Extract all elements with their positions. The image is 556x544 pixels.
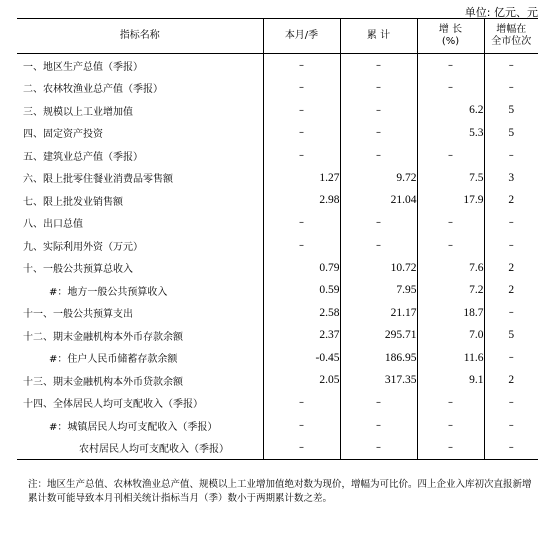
table-row: [17, 369, 538, 392]
row-growth: 7.0: [417, 324, 484, 347]
row-month: –: [263, 54, 340, 77]
row-rank: –: [484, 234, 538, 257]
table-row: [17, 257, 538, 280]
row-cumulative: –: [340, 437, 417, 460]
row-name: 七、限上批发业销售额: [23, 196, 123, 208]
row-rank: 5: [484, 99, 538, 122]
table-row: [17, 167, 538, 190]
row-name: 九、实际利用外资（万元）: [23, 241, 143, 253]
row-name: 十四、全体居民人均可支配收入（季报）: [23, 399, 203, 411]
row-name: 一、地区生产总值（季报）: [23, 61, 143, 73]
row-month: –: [263, 414, 340, 437]
row-cumulative: 295.71: [340, 324, 417, 347]
row-name: 十二、期末金融机构本外币存款余额: [23, 331, 183, 343]
row-rank: 2: [484, 279, 538, 302]
header-month: 本月/季: [263, 19, 340, 54]
header-rank: 增幅在 全市位次: [484, 19, 538, 54]
row-name: 十一、一般公共预算支出: [23, 309, 133, 321]
row-cumulative: 7.95: [340, 279, 417, 302]
row-rank: –: [484, 392, 538, 415]
row-month: –: [263, 437, 340, 460]
row-cumulative: –: [340, 144, 417, 167]
row-growth: 9.1: [417, 369, 484, 392]
row-cumulative: 10.72: [340, 257, 417, 280]
row-growth: 17.9: [417, 189, 484, 212]
row-cumulative: –: [340, 212, 417, 235]
row-cumulative: –: [340, 414, 417, 437]
row-name: 四、固定资产投资: [23, 129, 103, 141]
row-cumulative: 317.35: [340, 369, 417, 392]
row-cumulative: 21.04: [340, 189, 417, 212]
row-growth: –: [417, 392, 484, 415]
table-row: [17, 324, 538, 347]
row-growth: 7.2: [417, 279, 484, 302]
row-cumulative: –: [340, 234, 417, 257]
row-name: 八、出口总值: [23, 219, 83, 231]
row-month: 2.58: [263, 302, 340, 325]
table-row: [17, 77, 538, 100]
row-month: 0.59: [263, 279, 340, 302]
table-row: [17, 347, 538, 370]
row-rank: –: [484, 54, 538, 77]
row-cumulative: 21.17: [340, 302, 417, 325]
row-growth: 7.6: [417, 257, 484, 280]
table-row: [17, 54, 538, 77]
row-growth: 7.5: [417, 167, 484, 190]
row-rank: 5: [484, 122, 538, 145]
row-growth: 11.6: [417, 347, 484, 370]
table-row: [17, 99, 538, 122]
row-month: –: [263, 99, 340, 122]
row-name: 二、农林牧渔业总产值（季报）: [23, 84, 163, 96]
row-rank: –: [484, 302, 538, 325]
row-month: –: [263, 212, 340, 235]
table-row: [17, 144, 538, 167]
row-name: 十三、期末金融机构本外币贷款余额: [23, 376, 183, 388]
row-growth: 5.3: [417, 122, 484, 145]
row-cumulative: 186.95: [340, 347, 417, 370]
row-name: #：地方一般公共预算收入: [49, 286, 168, 298]
row-rank: –: [484, 414, 538, 437]
footnote: 注：地区生产总值、农林牧渔业总产值、规模以上工业增加值绝对数为现价，增幅为可比价。四上企业入库初次直报新增累计数可能导致本月刊相关统计指标当月（季）数小于两期累计数之差。: [28, 479, 532, 504]
table-row: [17, 392, 538, 415]
row-cumulative: –: [340, 122, 417, 145]
row-name: 三、规模以上工业增加值: [23, 106, 133, 118]
row-growth: –: [417, 234, 484, 257]
row-month: 0.79: [263, 257, 340, 280]
table-row: [17, 414, 538, 437]
unit-label: 单位: 亿元、元: [464, 6, 538, 19]
row-month: 2.98: [263, 189, 340, 212]
row-rank: –: [484, 77, 538, 100]
row-month: –: [263, 234, 340, 257]
row-name: #：城镇居民人均可支配收入（季报）: [49, 421, 218, 433]
row-rank: 5: [484, 324, 538, 347]
row-month: –: [263, 122, 340, 145]
row-growth: 18.7: [417, 302, 484, 325]
row-rank: 2: [484, 257, 538, 280]
row-rank: 2: [484, 369, 538, 392]
row-name: 农村居民人均可支配收入（季报）: [17, 437, 263, 460]
table-header-row: [17, 19, 538, 54]
row-growth: –: [417, 437, 484, 460]
table-row: [17, 234, 538, 257]
table-row: [17, 189, 538, 212]
statistics-table: [17, 18, 538, 460]
row-cumulative: 9.72: [340, 167, 417, 190]
row-growth: –: [417, 212, 484, 235]
row-cumulative: –: [340, 99, 417, 122]
row-month: –: [263, 144, 340, 167]
table-row: [17, 302, 538, 325]
header-growth: 增 长 (%): [417, 19, 484, 54]
header-name: 指标名称: [17, 19, 263, 54]
table-row: [17, 279, 538, 302]
table-row: [17, 437, 538, 460]
row-month: 1.27: [263, 167, 340, 190]
row-rank: –: [484, 212, 538, 235]
row-month: –: [263, 392, 340, 415]
row-cumulative: –: [340, 77, 417, 100]
row-rank: 3: [484, 167, 538, 190]
row-name: 六、限上批零住餐业消费品零售额: [23, 174, 173, 186]
row-growth: –: [417, 414, 484, 437]
row-growth: 6.2: [417, 99, 484, 122]
row-month: -0.45: [263, 347, 340, 370]
row-name: #：住户人民币储蓄存款余额: [49, 354, 178, 366]
row-name: 十、一般公共预算总收入: [23, 264, 133, 276]
row-rank: –: [484, 347, 538, 370]
row-rank: –: [484, 437, 538, 460]
row-month: –: [263, 77, 340, 100]
row-name: 五、建筑业总产值（季报）: [23, 151, 143, 163]
row-rank: –: [484, 144, 538, 167]
row-rank: 2: [484, 189, 538, 212]
row-cumulative: –: [340, 54, 417, 77]
table-row: [17, 212, 538, 235]
row-growth: –: [417, 77, 484, 100]
row-growth: –: [417, 54, 484, 77]
row-month: 2.37: [263, 324, 340, 347]
row-growth: –: [417, 144, 484, 167]
row-month: 2.05: [263, 369, 340, 392]
row-cumulative: –: [340, 392, 417, 415]
table-row: [17, 122, 538, 145]
header-cumulative: 累 计: [340, 19, 417, 54]
